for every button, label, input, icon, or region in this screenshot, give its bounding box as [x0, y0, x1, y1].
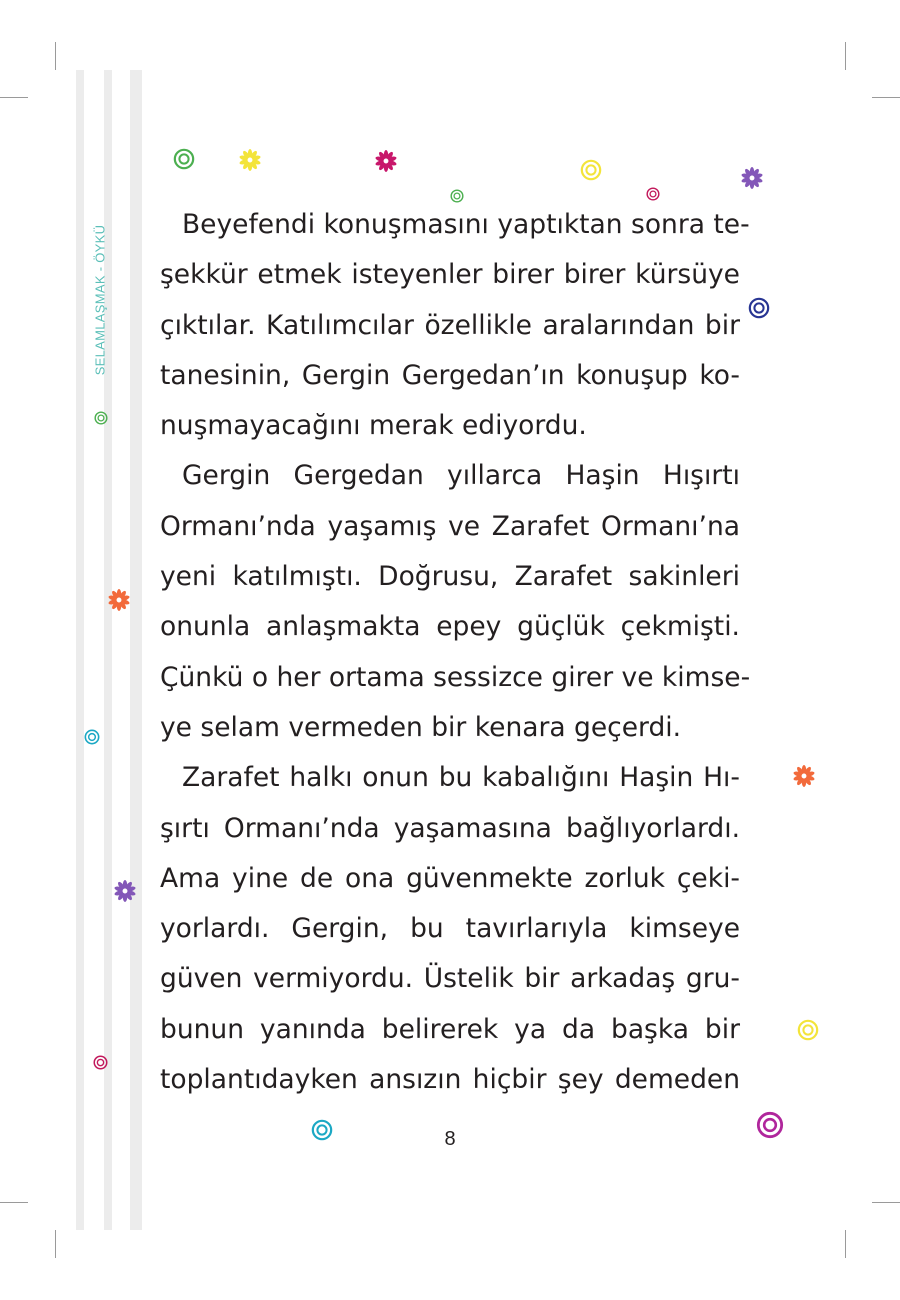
- text-line: Çünkü o her ortama sessizce girer ve kimse-: [160, 661, 751, 693]
- side-label: SELAMLAŞMAK - ÖYKÜ: [92, 224, 108, 376]
- text-line: toplantıdayken ansızın hiçbir şey demeden: [160, 1064, 740, 1096]
- navy-ring-icon: [748, 297, 770, 319]
- purple-flower-icon: [740, 166, 764, 190]
- text-line: Beyefendi konuşmasını yaptıktan sonra te-: [182, 209, 750, 240]
- red-ring-icon: [646, 186, 660, 200]
- paragraph: [160, 451, 751, 753]
- right-orange-flower-icon: [792, 764, 816, 788]
- text-line: yeni katılmıştı. Doğrusu, Zarafet sakinleri: [160, 561, 740, 593]
- yellow-ring-icon: [580, 159, 602, 181]
- text-line: Gergin Gergedan yıllarca Haşin Hışırtı: [182, 460, 740, 492]
- text-line: Ormanı’nda yaşamış ve Zarafet Ormanı’na: [160, 510, 740, 542]
- text-line: şırtı Ormanı’nda yaşamasına bağlıyorlardı.: [160, 812, 740, 844]
- crop-mark-bottom-left-horizontal: [0, 1202, 28, 1203]
- right-yellow-ring-icon: [797, 1019, 819, 1041]
- text-line: tanesinin, Gergin Gergedan’ın konuşup ko-: [160, 359, 740, 391]
- text-line: çıktılar. Katılımcılar özellikle aralarından bir: [160, 309, 740, 341]
- text-line: güven vermiyordu. Üstelik bir arkadaş gru-: [160, 963, 740, 995]
- text-line: Ama yine de ona güvenmekte zorluk çeki-: [160, 862, 740, 894]
- crop-mark-top-left-vertical: [55, 42, 56, 70]
- text-line: bunun yanında belirerek ya da başka bir: [160, 1013, 740, 1045]
- story-text: [160, 200, 751, 1105]
- side-stripe: [76, 70, 84, 1230]
- paragraph: [160, 753, 740, 1105]
- margin-green-ring-icon: [94, 410, 108, 424]
- margin-red-ring-icon: [93, 1055, 108, 1070]
- text-line: ye selam vermeden bir kenara geçerdi.: [160, 711, 682, 743]
- crop-mark-bottom-left-vertical: [55, 1230, 56, 1258]
- page-number: 8: [444, 1128, 456, 1150]
- text-line: onunla anlaşmakta epey güçlük çekmişti.: [160, 611, 740, 643]
- teal-ring-icon: [84, 729, 100, 745]
- magenta-flower-icon: [374, 149, 398, 173]
- text-line: yorlardı. Gergin, bu tavırlarıyla kimseye: [160, 913, 740, 945]
- text-line: nuşmayacağını merak ediyordu.: [160, 410, 587, 442]
- text-line: şekkür etmek isteyenler birer birer kürsüye: [160, 259, 740, 291]
- green-ring-icon: [173, 148, 195, 170]
- text-line: Zarafet halkı onun bu kabalığını Haşin Hı-: [182, 762, 740, 794]
- crop-mark-top-right-horizontal: [872, 97, 900, 98]
- crop-mark-bottom-right-vertical: [845, 1230, 846, 1258]
- margin-purple-flower-icon: [113, 879, 137, 903]
- crop-mark-top-left-horizontal: [0, 97, 28, 98]
- side-stripe: [130, 70, 142, 1230]
- crop-mark-bottom-right-horizontal: [872, 1202, 900, 1203]
- crop-mark-top-right-vertical: [845, 42, 846, 70]
- yellow-flower-icon: [238, 148, 262, 172]
- orange-flower-icon: [107, 588, 131, 612]
- paragraph: [160, 200, 750, 451]
